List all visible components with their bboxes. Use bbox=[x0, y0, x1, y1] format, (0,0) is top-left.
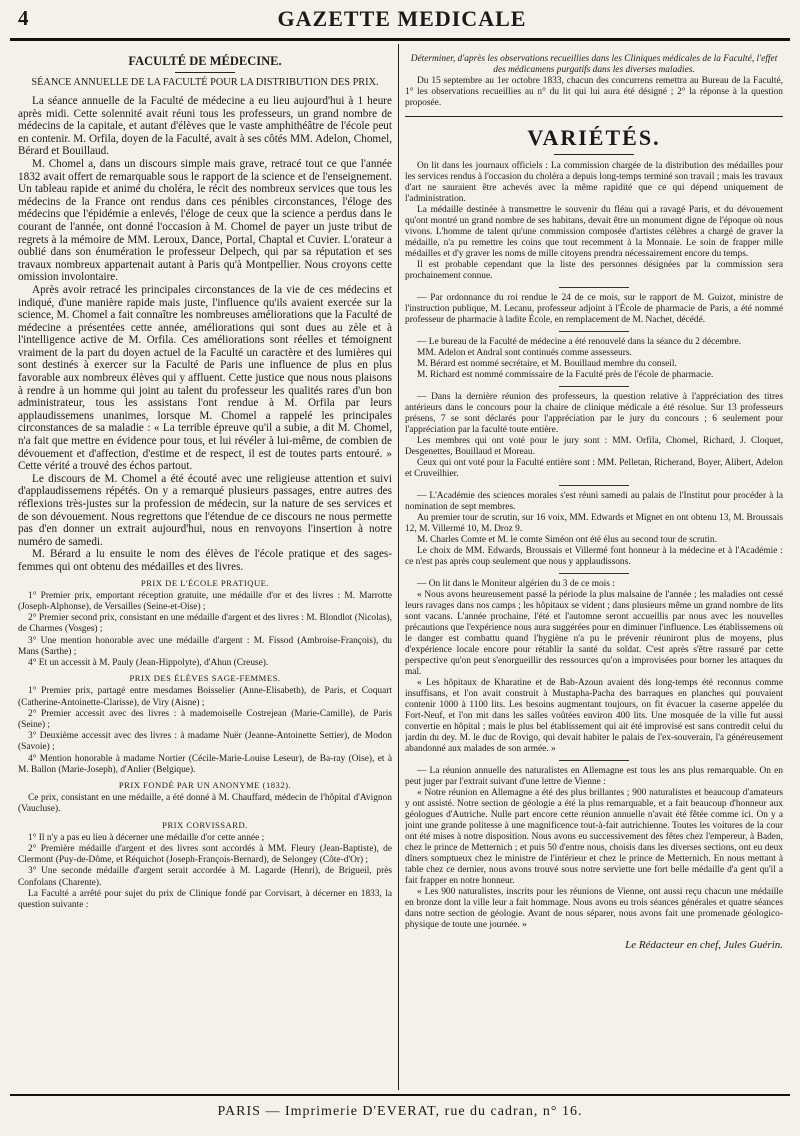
paragraph: « Les hôpitaux de Kharatine et de Bab-Azoun avaient dès long-temps été reconnus comme insuffisans, et l'on avait construit à Mustapha-Pacha des barraques en planches qui pouvaient contenir 1000 à 1100 lits. Les besoins augmentant toujours, on fit évacuer la caserne appelée du Fort-Neuf, et l'on mit dans les salles voûtées environ 400 lits. Une mosquée de la ville fut aussi convertie en hôpital ; mais le plus bel établissement qui ait été improvisé est sans contredit celui du jardin du dey. M. le duc de Rovigo, qui devait habiter le palais de l'ex-souverain, l'a généreusement abandonné aux malades de son armée. » bbox=[405, 678, 783, 754]
paragraph: Après avoir retracé les principales circonstances de la vie de ces médecins et indiqué, d'une manière rapide mais juste, l'influence qu'ils avaient exercée sur la science, M. Chomel a fait connaître les nombreuses améliorations que la Faculté de médecine a présentées cette année, améliorations qui sont dues au zèle et à l'intelligence active de M. Orfila. Ces améliorations sont réelles et témoignent vraiment de la part du doyen actuel de la Faculté un caractère et des lumières qui sont destinés à exercer sur la Faculté de Paris une influence de plus en plus favorable aux nombreux élèves qui y affluent. Cette justice que nous nous plaisons à rendre à un homme qui joint au talent du professeur les qualités rares d'un bon administrateur, tous les assistans l'ont rendue à M. Orfila par leurs applaudissemens unanimes, lorsque M. Chomel a rappelé les principales circonstances de sa maladie : « La terrible épreuve qu'il a subie, a dit M. Chomel, n'a fait que mettre en évidence pour tous, et lui révéler à lui-même, de combien de dévouement et d'affection, d'estime et de respect, il est de toutes parts entouré. » Cette vérité a trouvé des échos partout. bbox=[18, 283, 392, 473]
prize-heading: PRIX DE L'ÉCOLE PRATIQUE. bbox=[140, 577, 270, 588]
separator bbox=[559, 331, 629, 332]
paragraph: MM. Adelon et Andral sont continués comme assesseurs. bbox=[417, 348, 632, 358]
right-column bbox=[405, 54, 783, 1094]
section-title-varietes: VARIÉTÉS. bbox=[527, 125, 661, 150]
prize-heading: PRIX FONDÉ PAR UN ANONYME (1832). bbox=[118, 780, 292, 791]
paragraph: — Dans la dernière réunion des professeurs, la question relative à l'appréciation des titres antérieurs dans le concours pour la chaire de clinique médicale a été résolue. Sur 13 professeurs présens, 7 se sont déclarés pour l'appréciation par le jury du concours ; 6 seulement pour l'appréciation par la faculté toute entière. bbox=[405, 392, 783, 435]
paragraph: « Notre réunion en Allemagne a été des plus brillantes ; 900 naturalistes et beaucoup d'amateurs y ont assisté. Notre section de géologie a été la plus remarquable, et a fait beaucoup d'honneur aux géologues d'Autriche. Nulle part encore cette réunion annuelle n'avait été fêtée comme ici. On y a joint une grande politesse à une magnificence tout-à-fait autrichienne. Toutes les voitures de la cour ont été mises à notre disposition. Nous avons eu successivement des fêtes chez l'empereur, à Baden, chez le prince de Metternich ; et puis 50 d'entre nous, choisis dans les diverses sections, ont eu deux dîners somptueux chez le ministre de l'intérieur et chez le prince de Metternich. En nous mettant à table chez ce dernier, nous avons trouvé sous notre serviette une fort belle médaille d'a gent qu'il a fait frapper en notre honneur. bbox=[405, 788, 783, 886]
corvisart-question bbox=[405, 54, 783, 109]
paragraph: Il est probable cependant que la liste des personnes désignées par la commission sera prochainement connue. bbox=[405, 260, 783, 281]
separator bbox=[559, 760, 629, 761]
separator bbox=[559, 386, 629, 387]
prize-line: 1° Premier prix, partagé entre mesdames Boisselier (Anne-Elisabeth), de Paris, et Coquart (Catherine-Antoinette-Clarisse), de Viry (Aisne) ; bbox=[18, 686, 392, 708]
masthead-title: GAZETTE MEDICALE bbox=[277, 6, 527, 31]
article-body bbox=[18, 95, 392, 574]
prize-line: 3° Deuxième accessit avec des livres : à madame Nuër (Jeanne-Antoinette Settier), de Modon (Savoie) ; bbox=[18, 731, 392, 753]
paragraph: La médaille destinée à transmettre le souvenir du fléau qui a ravagé Paris, et du dévouement qu'ont montré un grand nombre de ses habitans, devait être un monument digne de l'époque où nous vivons. L'homme de talent qu'une commission composée d'artistes célèbres a chargé de graver la médaille, n'a pu remettre les coins que tout recemment à la Monnaie. Le soin de frapper mille médailles et d'y graver les noms de mille citoyens prendra nécessairement encore du temps. bbox=[405, 205, 783, 259]
prize-list bbox=[18, 578, 392, 912]
prize-heading: PRIX CORVISSARD. bbox=[162, 819, 248, 830]
paragraph: Le discours de M. Chomel a été écouté avec une religieuse attention et suivi d'applaudissemens répétés. On y a remarqué plusieurs passages, entre autres des réflexions très-justes sur la profession de médecin, sur la nature de ses services et de son dévouement. Nous regrettons que l'étendue de ce discours ne nous permette pas d'en donner un extrait aujourd'hui, nous en renvoyons l'insertion à notre numéro de samedi. bbox=[18, 472, 392, 548]
header-rule bbox=[10, 38, 790, 41]
paragraph: Le choix de MM. Edwards, Broussais et Villermé font honneur à la médecine et à l'Académie : ce n'est pas après coup seulement que nous y applaudissons. bbox=[405, 546, 783, 567]
printer-imprint: PARIS — Imprimerie D'EVERAT, rue du cadran, n° 16. bbox=[217, 1104, 583, 1119]
prize-line: 4° Et un accessit à M. Pauly (Jean-Hippolyte), d'Ahun (Creuse). bbox=[28, 657, 269, 668]
paragraph: M. Richard est nommé commissaire de la Faculté près de l'école de pharmacie. bbox=[417, 370, 714, 380]
separator bbox=[559, 287, 629, 288]
footer-rule bbox=[10, 1094, 790, 1096]
title-rule bbox=[175, 72, 235, 73]
paragraph: M. Bérard est nommé secrétaire, et M. Bouillaud membre du conseil. bbox=[417, 359, 677, 369]
prize-line: 4° Mention honorable à madame Nortier (Cécile-Marie-Louise Leseur), de Ba-ray (Oise), et à M. Ballon (Marie-Joseph), d'Anlier (Belgique). bbox=[18, 753, 392, 775]
question-text: Déterminer, d'après les observations recueillies dans les Cliniques médicales de la Faculté, l'effet des médicamens purgatifs dans les diverses maladies. bbox=[410, 54, 778, 75]
prize-line: La Faculté a arrêté pour sujet du prix de Clinique fondé par Corvisart, à décerner en 1833, la question suivante : bbox=[18, 888, 392, 911]
separator bbox=[559, 485, 629, 486]
prize-line: 1° Premier prix, emportant réception gratuite, une médaille d'or et des livres : M. Marrotte (Joseph-Alphonse), de Versailles (Seine-et-Oise) ; bbox=[18, 590, 392, 612]
paragraph: La séance annuelle de la Faculté de médecine a eu lieu aujourd'hui à 1 heure après midi. Cette solennité avait réuni tous les professeurs, un grand nombre de médecins de la capitale, et autant d'élèves que le vaste amphithéâtre de l'école peut en contenir. M. Orfila, doyen de la Faculté, avait à ses côtés MM. Adelon, Chomel, Bérard et Bouillaud. bbox=[18, 95, 392, 158]
prize-line: 1° Il n'y a pas eu lieu à décerner une médaille d'or cette année ; bbox=[28, 832, 265, 843]
paragraph: Ceux qui ont voté pour la Faculté entière sont : MM. Pelletan, Richerand, Boyer, Alibert, Adelon et Cruveilhier. bbox=[405, 458, 783, 479]
prize-line: 2° Premier second prix, consistant en une médaille d'argent et des livres : M. Blondlot (Nicolas), de Charmes (Vosges) ; bbox=[18, 613, 392, 635]
paragraph: — Par ordonnance du roi rendue le 24 de ce mois, sur le rapport de M. Guizot, ministre de l'instruction publique, M. Lecanu, professeur adjoint à l'École de pharmacie de Paris, a été nommé professeur de pharmacie à ladite École, en remplacement de M. Nachet, décédé. bbox=[405, 293, 783, 325]
paragraph: « Les 900 naturalistes, inscrits pour les réunions de Vienne, ont aussi reçu chacun une médaille en bronze dont la ville leur a fait hommage. Nous avons eu trois séances générales et quatre séances dans notre section de géologie. Avant de nous séparer, nous avons fait une promenade géologico-physique de toute une journée. » bbox=[405, 887, 783, 930]
page-header bbox=[18, 6, 786, 36]
section-subtitle: SÉANCE ANNUELLE DE LA FACULTÉ POUR LA DISTRIBUTION DES PRIX. bbox=[31, 77, 379, 88]
page-number: 4 bbox=[18, 6, 29, 30]
paragraph: M. Charles Comte et M. le comte Siméon ont été élus au second tour de scrutin. bbox=[417, 535, 717, 545]
left-column bbox=[18, 54, 392, 1094]
paragraph: — On lit dans le Moniteur algérien du 3 de ce mois : bbox=[417, 579, 615, 589]
prize-line: 3° Une mention honorable avec une médaille d'argent : M. Fissod (Ambroise-François), du Mans (Sarthe) ; bbox=[18, 635, 392, 657]
prize-line: 3° Une seconde médaille d'argent serait accordée à M. Lagarde (Henri), de Brigueil, près Confolans (Charente). bbox=[18, 866, 392, 888]
paragraph: Au premier tour de scrutin, sur 16 voix, MM. Edwards et Mignet en ont obtenu 13, M. Broussais 12, M. Villermé 10, M. Droz 9. bbox=[405, 513, 783, 534]
prize-line: Ce prix, consistant en une médaille, a été donné à M. Chauffard, médecin de l'hôpital d'Avignon (Vaucluse). bbox=[18, 793, 392, 815]
column-divider bbox=[398, 44, 399, 1090]
paragraph: Les membres qui ont voté pour le jury sont : MM. Orfila, Chomel, Richard, J. Cloquet, Desgenettes, Bouillaud et Moreau. bbox=[405, 436, 783, 457]
editor-signature: Le Rédacteur en chef, Jules Guérin. bbox=[625, 939, 783, 951]
paragraph: M. Bérard a lu ensuite le nom des élèves de l'école pratique et des sages-femmes qui ont obtenu des médailles et des livres. bbox=[18, 548, 392, 573]
paragraph: — La réunion annuelle des naturalistes en Allemagne est tous les ans plus remarquable. On en peut juger par l'extrait suivant d'une lettre de Vienne : bbox=[405, 766, 783, 787]
paragraph: — L'Académie des sciences morales s'est réuni samedi au palais de l'Institut pour procéder à la nomination de sept membres. bbox=[405, 491, 783, 512]
separator bbox=[559, 573, 629, 574]
section-title-faculte: FACULTÉ DE MÉDECINE. bbox=[128, 54, 282, 68]
prize-heading: PRIX DES ÉLÈVES SAGE-FEMMES. bbox=[129, 673, 281, 684]
section-rule bbox=[405, 116, 783, 117]
varietes-body bbox=[405, 161, 783, 931]
paragraph: « Nous avons heureusement passé la période la plus malsaine de l'année ; les maladies ont cessé leurs ravages dans nos camps ; les hôpitaux se vident ; dans plusieurs même un grand nombre de lits sont vacans. L'année prochaine, l'été et l'automne seront accueillis par nous avec les nouvelles précautions que l'expérience nous aura suggérées pour en diminuer l'influence. Les établissemens où le danger est combattu quand l'hygiène n'a pu le prévenir réuniront plus de moyens, plus d'expérience locale encore pour rétablir la santé du soldat. C'est après s'être rassuré par cette perspective qu'on peut s'enorgueillir des ressources qu'on a improvisées pour borner les attaques du mal. bbox=[405, 590, 783, 677]
paragraph: On lit dans les journaux officiels : La commission chargée de la distribution des médailles pour les services rendus à l'occasion du choléra a depuis long-temps terminé son travail ; mais les travaux d'art ne sauraient être achevés avec la même rapidité que ce qui dépend uniquement de l'administration. bbox=[405, 161, 783, 204]
paragraph: M. Chomel a, dans un discours simple mais grave, retracé tout ce que l'année 1832 avait offert de remarquable sous le rapport de la science et de l'enseignement. Un tableau rapide et animé du choléra, le récit des nombreux services que tous les médecins de la France ont rendus dans ces pénibles circonstances, l'éloge des médecins que l'épidémie a enlevés, l'éloge de ceux que la science a perdus dans le courant de l'année, ont donné l'occasion à M. Chomel de payer un juste tribut de regrets à la mémoire de MM. Leroux, Dance, Portal, Chaptal et Cuvier. L'orateur a oublié dans son énumération le professeur Delpech, qui par sa réputation et ses travaux nombreux appartenait autant à Paris qu'à Montpellier. Nous croyons cette omission involontaire. bbox=[18, 157, 392, 284]
question-instructions: Du 15 septembre au 1er octobre 1833, chacun des concurrens remettra au Bureau de la Faculté, 1° les observations recueillies au n° du lit qui lui aura été désigné ; 2° la réponse à la question proposée. bbox=[405, 76, 783, 108]
title-rule bbox=[554, 154, 634, 155]
prize-line: 2° Première médaille d'argent et des livres sont accordés à MM. Fleury (Jean-Baptiste), de Clermont (Puy-de-Dôme, et Réquichot (Joseph-François-Bernard), de Selongey (Côte-d'Or) ; bbox=[18, 844, 392, 866]
prize-line: 2° Premier accessit avec des livres : à mademoiselle Costrejean (Marie-Camille), de Paris (Seine) ; bbox=[18, 708, 392, 730]
paragraph: — Le bureau de la Faculté de médecine a été renouvelé dans la séance du 2 décembre. bbox=[417, 337, 742, 347]
